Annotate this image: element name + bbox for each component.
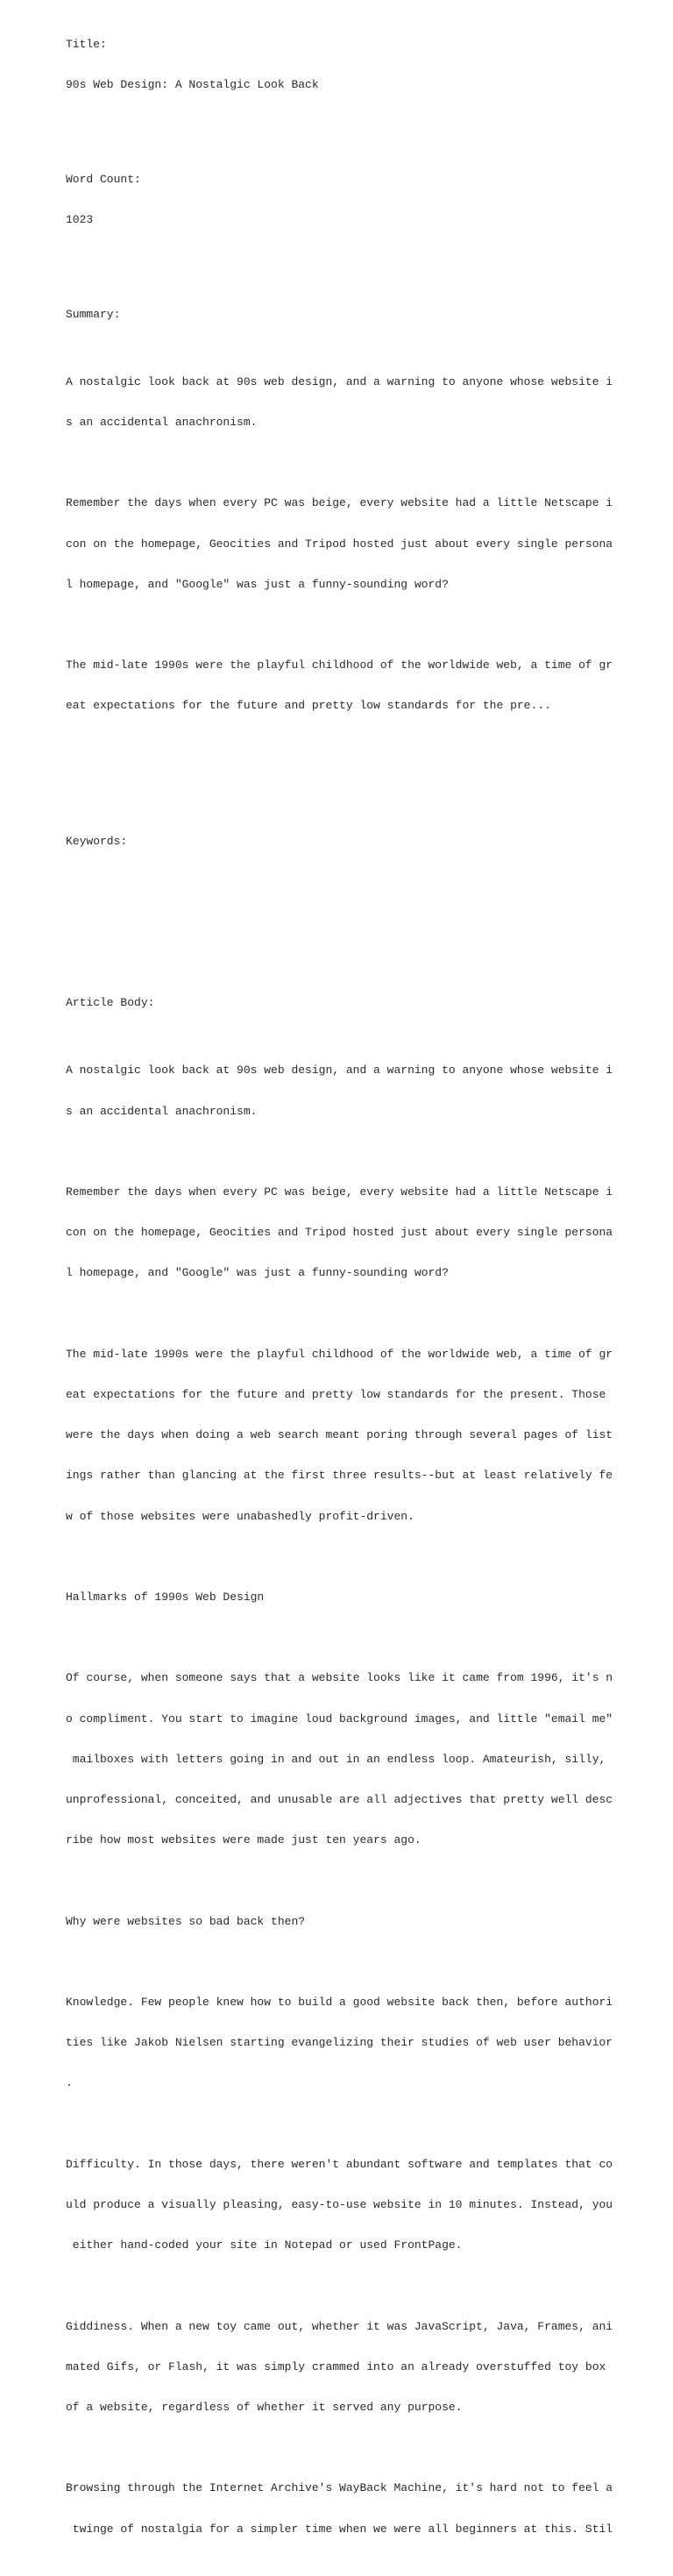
article-line: Remember the days when every PC was beige, every website had a little Netscape i	[66, 1185, 613, 1199]
article-line: con on the homepage, Geocities and Tripod hosted just about every single persona	[66, 1226, 613, 1240]
summary-line	[66, 456, 592, 469]
spacer	[66, 943, 592, 956]
article-line	[66, 2117, 592, 2131]
summary-line: con on the homepage, Geocities and Tripod hosted just about every single persona	[66, 537, 613, 551]
article-line: o compliment. You start to imagine loud background images, and little "email me"	[66, 1711, 613, 1726]
article-line: The mid-late 1990s were the playful childhood of the worldwide web, a time of gr	[66, 1347, 613, 1361]
spacer	[66, 767, 592, 794]
article-line: w of those websites were unabashedly profit-driven.	[66, 1509, 414, 1523]
article-line: mailboxes with letters going in and out in an endless loop. Amateurish, silly,	[66, 1752, 606, 1766]
article-line: of a website, regardless of whether it served any purpose.	[66, 2401, 463, 2415]
summary-line	[66, 618, 592, 631]
title-label: Title:	[66, 37, 107, 51]
summary-label: Summary:	[66, 307, 121, 321]
article-line	[66, 2279, 592, 2292]
article-line: ties like Jakob Nielsen starting evangelizing their studies of web user behavior	[66, 2036, 613, 2050]
article-line: mated Gifs, or Flash, it was simply crammed into an already overstuffed toy box	[66, 2359, 606, 2373]
article-line: unprofessional, conceited, and unusable are all adjectives that pretty well desc	[66, 1793, 613, 1806]
article-line: s an accidental anachronism.	[66, 1104, 258, 1118]
article-line: .	[66, 2076, 73, 2090]
summary-line: The mid-late 1990s were the playful childhood of the worldwide web, a time of gr	[66, 658, 613, 672]
article-line	[66, 1631, 592, 1644]
article-line: A nostalgic look back at 90s web design, and a warning to anyone whose website i	[66, 1064, 613, 1078]
word-count-label: Word Count:	[66, 172, 141, 186]
article-line: twinge of nostalgia for a simpler time when we were all beginners at this. Stil	[66, 2522, 613, 2536]
article-line: ribe how most websites were made just ten years ago.	[66, 1833, 422, 1847]
article-section-heading: Hallmarks of 1990s Web Design	[66, 1590, 265, 1604]
article-line: Browsing through the Internet Archive's WayBack Machine, it's hard not to feel a	[66, 2481, 613, 2495]
article-line: either hand-coded your site in Notepad or used FrontPage.	[66, 2238, 463, 2252]
summary-line: l homepage, and "Google" was just a funny-sounding word?	[66, 577, 449, 591]
article-line: Difficulty. In those days, there weren't abundant software and templates that co	[66, 2157, 613, 2171]
article-line: ings rather than glancing at the first three results--but at least relatively fe	[66, 1469, 613, 1483]
document-page	[66, 11, 613, 2576]
article-line	[66, 1145, 592, 1158]
spacer	[66, 118, 592, 132]
word-count-value: 1023	[66, 213, 94, 227]
article-line	[66, 1307, 592, 1320]
article-body	[66, 1037, 613, 2563]
article-body-label: Article Body:	[66, 996, 155, 1010]
article-line: Knowledge. Few people knew how to build a good website back then, before authori	[66, 1996, 613, 2010]
article-line: l homepage, and "Google" was just a funny-sounding word?	[66, 1266, 449, 1280]
article-line: uld produce a visually pleasing, easy-to-use website in 10 minutes. Instead, you	[66, 2198, 613, 2212]
article-line: were the days when doing a web search meant poring through several pages of list	[66, 1428, 613, 1442]
spacer	[66, 875, 592, 915]
spacer	[66, 253, 592, 267]
title-value: 90s Web Design: A Nostalgic Look Back	[66, 78, 319, 92]
summary-body	[66, 348, 613, 740]
summary-line: s an accidental anachronism.	[66, 416, 258, 430]
article-line: eat expectations for the future and pretty low standards for the present. Those	[66, 1387, 606, 1401]
article-line: Of course, when someone says that a website looks like it came from 1996, it's n	[66, 1671, 613, 1685]
article-line	[66, 1550, 592, 1563]
summary-line: eat expectations for the future and pretty low standards for the pre...	[66, 699, 551, 713]
article-line	[66, 2441, 592, 2454]
keywords-label: Keywords:	[66, 834, 128, 848]
article-line: Why were websites so bad back then?	[66, 1914, 306, 1928]
article-line: Giddiness. When a new toy came out, whether it was JavaScript, Java, Frames, ani	[66, 2319, 613, 2333]
summary-line: A nostalgic look back at 90s web design, and a warning to anyone whose website i	[66, 374, 613, 388]
article-line	[66, 1955, 592, 1968]
article-line	[66, 1874, 592, 1887]
summary-line: Remember the days when every PC was beige, every website had a little Netscape i	[66, 496, 613, 510]
